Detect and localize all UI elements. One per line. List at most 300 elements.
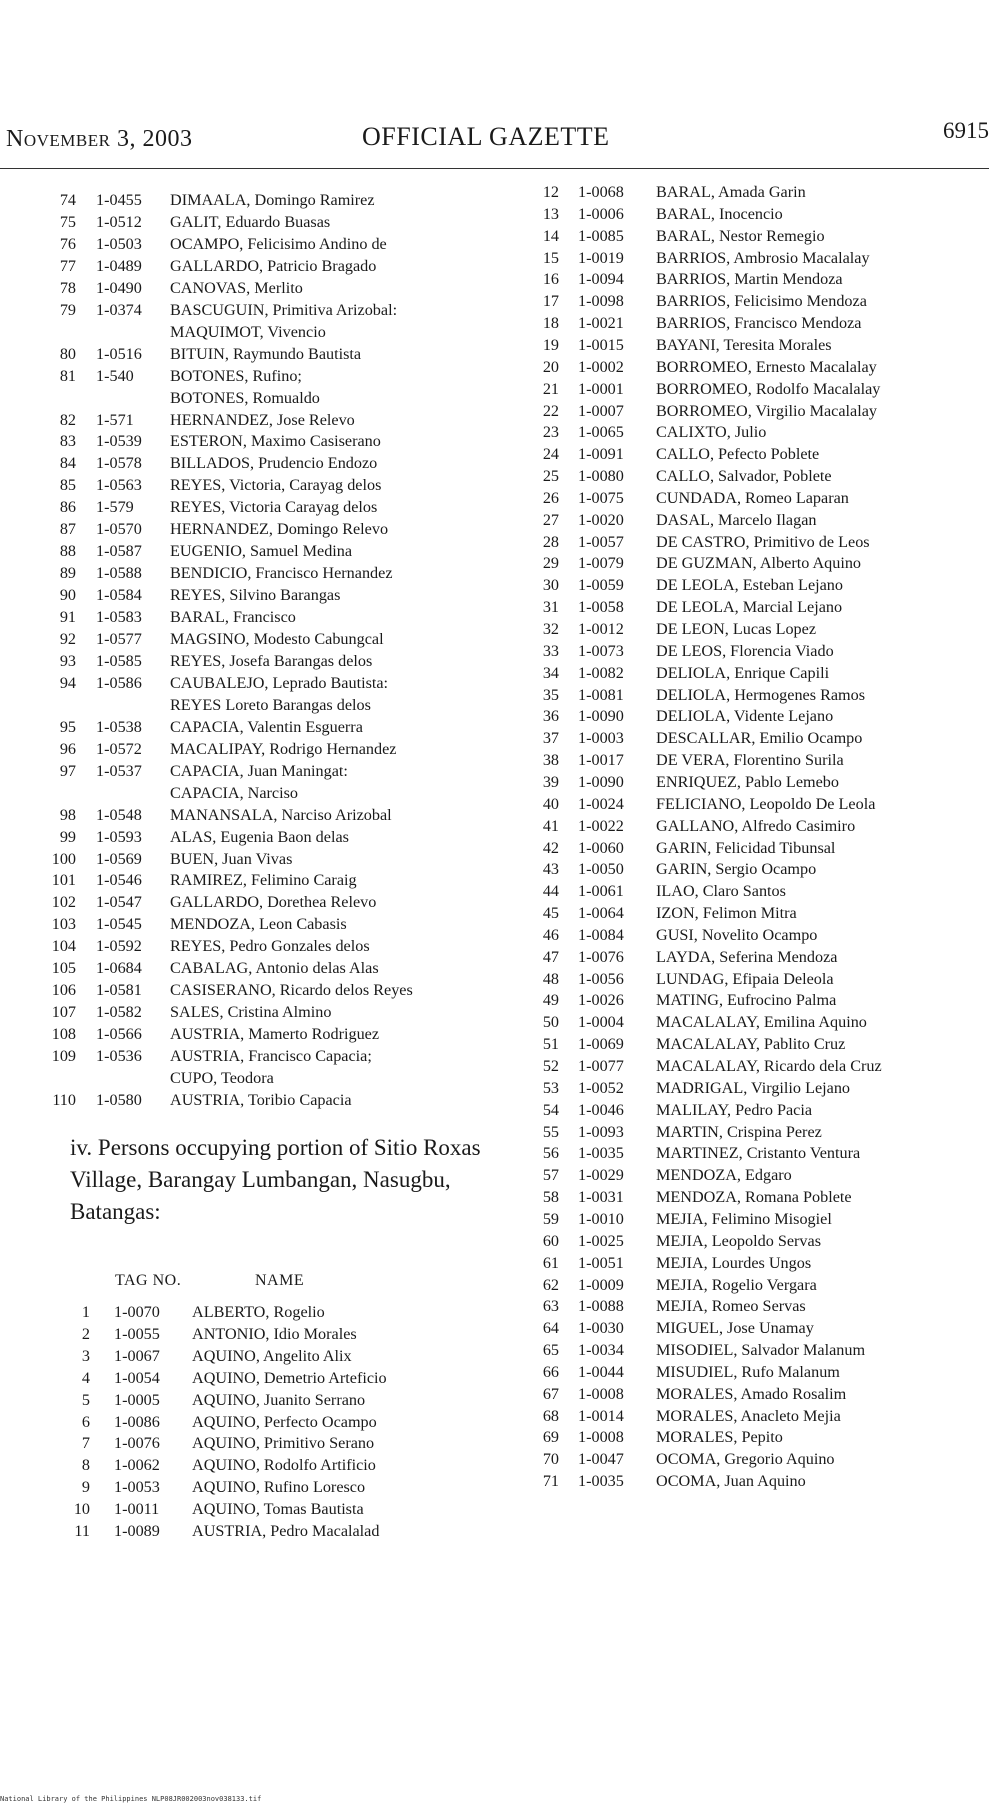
list-item	[0, 1520, 989, 1542]
entry-number: 60	[542, 1231, 559, 1250]
entry-number: 75	[59, 212, 76, 231]
entry-number: 95	[59, 717, 76, 736]
person-name: AQUINO, Rufino Loresco	[192, 1478, 366, 1497]
list-item	[0, 1230, 989, 1252]
list-item	[0, 1164, 989, 1186]
tag-number: 1-0060	[578, 838, 624, 857]
person-name: OCAMPO, Felicisimo Andino de	[170, 234, 387, 253]
person-name: CANOVAS, Merlito	[170, 278, 303, 297]
person-name: REYES, Victoria Carayag delos	[170, 498, 378, 517]
tag-number: 1-0570	[96, 520, 142, 539]
tag-number: 1-0022	[578, 816, 624, 835]
page-number: 6915	[943, 118, 989, 143]
list-item	[0, 684, 989, 706]
list-item	[0, 924, 989, 946]
person-name: DE CASTRO, Primitivo de Leos	[656, 532, 870, 551]
person-name: MEJIA, Leopoldo Servas	[656, 1231, 821, 1250]
entry-number: 104	[51, 937, 76, 956]
tag-number: 1-0006	[578, 204, 624, 223]
entry-number: 25	[542, 467, 559, 486]
person-name: CUPO, Teodora	[170, 1069, 274, 1087]
person-name: GARIN, Sergio Ocampo	[656, 860, 817, 879]
person-name: AQUINO, Demetrio Arteficio	[192, 1368, 387, 1387]
entry-number: 35	[542, 685, 559, 704]
entry-number: 12	[542, 183, 559, 201]
entry-number: 34	[542, 663, 559, 682]
person-name: BARRIOS, Felicisimo Mendoza	[656, 292, 867, 311]
person-name: MENDOZA, Romana Poblete	[656, 1188, 852, 1207]
tag-number: 1-0582	[96, 1003, 142, 1022]
list-item	[0, 968, 989, 990]
list-item	[0, 181, 989, 203]
list-item	[0, 946, 989, 968]
person-name: BORROMEO, Virgilio Macalalay	[656, 401, 877, 420]
person-name: RAMIREZ, Felimino Caraig	[170, 871, 357, 890]
person-name: BENDICIO, Francisco Hernandez	[170, 564, 393, 583]
person-name: AQUINO, Juanito Serrano	[192, 1390, 366, 1409]
list-item	[0, 552, 989, 574]
entry-number: 7	[81, 1434, 90, 1453]
person-name: CASISERANO, Ricardo delos Reyes	[170, 981, 413, 1000]
tag-number: 1-0059	[578, 576, 624, 595]
list-item	[0, 268, 989, 290]
person-name: BARRIOS, Martin Mendoza	[656, 270, 843, 289]
entry-number: 58	[542, 1188, 559, 1207]
entry-number: 21	[542, 379, 559, 398]
tag-number: 1-0075	[578, 488, 624, 507]
tag-number: 1-579	[96, 498, 134, 517]
person-name: DE GUZMAN, Alberto Aquino	[656, 554, 862, 573]
entry-number: 67	[542, 1384, 559, 1403]
entry-number: 4	[81, 1368, 90, 1387]
tag-number: 1-0081	[578, 685, 624, 704]
list-item	[0, 1033, 989, 1055]
list-item	[0, 705, 989, 727]
tag-number: 1-0089	[114, 1522, 160, 1540]
tag-number: 1-0055	[114, 1324, 160, 1343]
header-date: November 3, 2003	[6, 126, 193, 152]
person-name: MORALES, Anacleto Mejia	[656, 1406, 841, 1425]
list-item	[0, 858, 989, 880]
entry-number: 8	[81, 1456, 90, 1475]
list-item	[0, 989, 989, 1011]
tag-number: 1-0046	[578, 1100, 624, 1119]
tag-number: 1-0512	[96, 212, 142, 231]
person-name: CUNDADA, Romeo Laparan	[656, 488, 849, 507]
tag-number: 1-0094	[578, 270, 624, 289]
person-name: BARAL, Nestor Remegio	[656, 226, 825, 245]
person-name: REYES, Josefa Barangas delos	[170, 651, 373, 670]
person-name: EUGENIO, Samuel Medina	[170, 542, 353, 561]
person-name: MACALALAY, Emilina Aquino	[656, 1013, 867, 1032]
person-name: CAPACIA, Valentin Esguerra	[170, 717, 363, 736]
entry-number: 38	[542, 751, 559, 770]
person-name: REYES Loreto Barangas delos	[170, 695, 371, 714]
list-item	[0, 443, 989, 465]
person-name: AQUINO, Angelito Alix	[192, 1346, 352, 1365]
tag-number: 1-0593	[96, 827, 142, 846]
list-item	[0, 596, 989, 618]
tag-number: 1-0050	[578, 860, 624, 879]
entry-number: 27	[542, 510, 559, 529]
tag-number: 1-0684	[96, 959, 142, 978]
tag-number: 1-0053	[114, 1478, 160, 1497]
person-name: CAPACIA, Narciso	[170, 783, 299, 802]
entry-number: 45	[542, 904, 559, 923]
tag-number: 1-540	[96, 366, 134, 385]
tag-number: 1-0009	[578, 1275, 624, 1294]
entry-number: 81	[59, 366, 76, 385]
tag-number: 1-0578	[96, 454, 142, 473]
person-name: CALIXTO, Julio	[656, 423, 767, 442]
list-item	[0, 487, 989, 509]
list-item	[0, 837, 989, 859]
entry-number: 23	[542, 423, 559, 442]
list-item	[0, 203, 989, 225]
tag-number: 1-0085	[578, 226, 624, 245]
tag-number: 1-0503	[96, 234, 142, 253]
tag-number: 1-0539	[96, 432, 142, 451]
list-item	[0, 421, 989, 443]
person-name: BARAL, Francisco	[170, 608, 296, 627]
tag-number: 1-0024	[578, 794, 624, 813]
list-item	[0, 1448, 989, 1470]
person-name: MIGUEL, Jose Unamay	[656, 1319, 814, 1338]
entry-number: 26	[542, 488, 559, 507]
entry-number: 99	[59, 827, 76, 846]
entry-number: 62	[542, 1275, 559, 1294]
tag-number: 1-0569	[96, 849, 142, 868]
tag-number: 1-0091	[578, 445, 624, 464]
person-name: LAYDA, Seferina Mendoza	[656, 947, 838, 966]
list-item	[0, 749, 989, 771]
entry-number: 22	[542, 401, 559, 420]
tag-number: 1-0538	[96, 717, 142, 736]
list-item	[0, 815, 989, 837]
person-name: LUNDAG, Efipaia Deleola	[656, 969, 834, 988]
tag-number: 1-0546	[96, 871, 142, 890]
person-name: ANTONIO, Idio Morales	[192, 1324, 357, 1343]
tag-number: 1-0489	[96, 256, 142, 275]
entry-number: 100	[51, 849, 76, 868]
entry-number: 101	[51, 871, 76, 890]
entry-number: 76	[59, 234, 76, 253]
entry-number: 16	[542, 270, 559, 289]
tag-number: 1-0585	[96, 651, 142, 670]
person-name: CALLO, Pefecto Poblete	[656, 445, 820, 464]
tag-number: 1-0090	[578, 707, 624, 726]
tag-number: 1-0044	[578, 1362, 624, 1381]
entry-number: 93	[59, 651, 76, 670]
tag-number: 1-0035	[578, 1144, 624, 1163]
page-header	[0, 118, 989, 158]
list-item	[0, 378, 989, 400]
person-name: BASCUGUIN, Primitiva Arizobal:	[170, 300, 398, 319]
entry-number: 57	[542, 1166, 559, 1185]
tag-number: 1-0005	[114, 1390, 160, 1409]
list-item	[0, 290, 989, 312]
entry-number: 28	[542, 532, 559, 551]
tag-number: 1-0015	[578, 335, 624, 354]
list-item	[0, 1295, 989, 1317]
name-column-header: NAME	[255, 1272, 305, 1289]
person-name: MACALALAY, Pablito Cruz	[656, 1035, 846, 1054]
person-name: DE LEOLA, Marcial Lejano	[656, 598, 843, 617]
entry-number: 51	[542, 1035, 559, 1054]
person-name: CABALAG, Antonio delas Alas	[170, 959, 379, 978]
list-item	[0, 1361, 989, 1383]
person-name: DE LEOS, Florencia Viado	[656, 641, 834, 660]
entry-number: 52	[542, 1057, 559, 1075]
person-name: BARRIOS, Francisco Mendoza	[656, 314, 862, 333]
entry-number: 47	[542, 947, 559, 966]
person-name: OCOMA, Gregorio Aquino	[656, 1450, 835, 1469]
person-name: CAPACIA, Juan Maningat:	[170, 761, 348, 780]
list-item	[0, 727, 989, 749]
entry-number: 102	[51, 893, 76, 912]
person-name: DE LEON, Lucas Lopez	[656, 620, 817, 638]
entry-number: 46	[542, 925, 559, 944]
tag-number: 1-0536	[96, 1047, 142, 1066]
tag-number: 1-0052	[578, 1078, 624, 1097]
person-name: DE LEOLA, Esteban Lejano	[656, 576, 843, 595]
entry-number: 106	[51, 981, 76, 1000]
tag-number: 1-0031	[578, 1188, 624, 1207]
person-name: MALILAY, Pedro Pacia	[656, 1100, 813, 1119]
list-item	[0, 1208, 989, 1230]
tag-number: 1-0004	[578, 1013, 624, 1032]
person-name: BARRIOS, Ambrosio Macalalay	[656, 248, 870, 267]
entry-number: 42	[542, 838, 559, 857]
entry-number: 24	[542, 445, 559, 464]
person-name: ALAS, Eugenia Baon delas	[170, 827, 349, 846]
tag-number: 1-0548	[96, 805, 142, 824]
person-name: SALES, Cristina Almino	[170, 1003, 332, 1022]
person-name: AQUINO, Rodolfo Artificio	[192, 1456, 376, 1475]
person-name: BUEN, Juan Vivas	[170, 849, 293, 868]
tag-number: 1-0030	[578, 1319, 624, 1338]
entry-number: 105	[51, 959, 76, 978]
entry-number: 108	[51, 1025, 76, 1044]
person-name: MENDOZA, Edgaro	[656, 1166, 792, 1185]
entry-number: 77	[59, 256, 76, 275]
tag-number: 1-0090	[578, 772, 624, 791]
list-item	[0, 1426, 989, 1448]
entry-number: 110	[52, 1090, 76, 1109]
person-name: BORROMEO, Ernesto Macalalay	[656, 357, 877, 376]
list-item	[0, 247, 989, 269]
person-name: GALIT, Eduardo Buasas	[170, 212, 331, 231]
entry-number: 40	[542, 794, 559, 813]
entry-number: 61	[542, 1253, 559, 1272]
list-item	[0, 618, 989, 640]
tag-number: 1-0080	[578, 467, 624, 486]
tag-number: 1-0583	[96, 608, 142, 627]
entry-number: 90	[59, 586, 76, 605]
person-name: ENRIQUEZ, Pablo Lemebo	[656, 772, 839, 791]
person-name: MACALIPAY, Rodrigo Hernandez	[170, 739, 397, 758]
entry-number: 83	[59, 432, 76, 451]
header-rule	[0, 168, 989, 169]
tag-number: 1-0070	[114, 1303, 160, 1321]
entry-number: 79	[59, 300, 76, 319]
list-item	[0, 356, 989, 378]
tag-number: 1-0064	[578, 904, 624, 923]
entry-number: 65	[542, 1341, 559, 1360]
person-name: BAYANI, Teresita Morales	[656, 335, 832, 354]
person-name: GUSI, Novelito Ocampo	[656, 925, 818, 944]
tag-number: 1-0035	[578, 1472, 624, 1491]
entry-number: 13	[542, 204, 559, 223]
list-item	[0, 1055, 989, 1077]
entry-number: 39	[542, 772, 559, 791]
tag-number: 1-0067	[114, 1346, 160, 1365]
tag-number: 1-0008	[578, 1384, 624, 1403]
tag-number: 1-0068	[578, 183, 624, 201]
tag-number: 1-0586	[96, 673, 142, 692]
list-item	[0, 509, 989, 531]
tag-number: 1-0061	[578, 882, 624, 901]
list-item	[0, 1121, 989, 1143]
tag-number: 1-0057	[578, 532, 624, 551]
person-name: MATING, Eufrocino Palma	[656, 991, 837, 1010]
person-name: BITUIN, Raymundo Bautista	[170, 344, 362, 363]
tag-number: 1-0001	[578, 379, 624, 398]
tag-number: 1-0002	[578, 357, 624, 376]
person-name: AUSTRIA, Pedro Macalalad	[192, 1522, 380, 1540]
tag-number: 1-0047	[578, 1450, 624, 1469]
list-item	[0, 400, 989, 422]
tag-number: 1-0084	[578, 925, 624, 944]
entry-number: 9	[81, 1478, 90, 1497]
list-item	[0, 1317, 989, 1339]
list-item	[0, 1383, 989, 1405]
list-item	[0, 1011, 989, 1033]
person-name: DELIOLA, Enrique Capili	[656, 663, 830, 682]
entry-number: 14	[542, 226, 559, 245]
person-name: MAQUIMOT, Vivencio	[170, 322, 326, 341]
list-item	[0, 1186, 989, 1208]
person-name: MEJIA, Rogelio Vergara	[656, 1275, 817, 1294]
person-name: MEJIA, Romeo Servas	[656, 1297, 806, 1316]
person-name: MORALES, Amado Rosalim	[656, 1384, 847, 1403]
list-item	[0, 1405, 989, 1427]
entry-number: 64	[542, 1319, 559, 1338]
tag-number: 1-0588	[96, 564, 142, 583]
person-name: AQUINO, Primitivo Serano	[192, 1434, 375, 1453]
tag-number: 1-0545	[96, 915, 142, 934]
entry-number: 91	[59, 608, 76, 627]
entry-number: 89	[59, 564, 76, 583]
entry-number: 82	[59, 410, 76, 429]
entry-number: 107	[51, 1003, 76, 1022]
tag-number: 1-0098	[578, 292, 624, 311]
person-name: BARAL, Amada Garin	[656, 183, 806, 201]
entry-number: 1	[81, 1303, 90, 1321]
tag-number: 1-0017	[578, 751, 624, 770]
list-item	[0, 574, 989, 596]
person-name: MACALALAY, Ricardo dela Cruz	[656, 1057, 882, 1075]
tag-number: 1-0034	[578, 1341, 624, 1360]
person-name: HERNANDEZ, Jose Relevo	[170, 410, 355, 429]
list-item	[0, 793, 989, 815]
tag-number: 1-0537	[96, 761, 142, 780]
tag-number: 1-0587	[96, 542, 142, 561]
tag-number: 1-0581	[96, 981, 142, 1000]
person-name: BORROMEO, Rodolfo Macalalay	[656, 379, 881, 398]
tag-number: 1-0077	[578, 1057, 624, 1075]
entry-number: 80	[59, 344, 76, 363]
person-name: REYES, Silvino Barangas	[170, 586, 341, 605]
tag-number: 1-0073	[578, 641, 624, 660]
section-heading: iv. Persons occupying portion of Sitio Roxas Village, Barangay Lumbangan, Nasugbu, Batangas:	[70, 1135, 481, 1224]
entry-number: 19	[542, 335, 559, 354]
list-item	[0, 531, 989, 553]
person-name: ALBERTO, Rogelio	[192, 1303, 325, 1321]
tag-no-column-header: TAG NO.	[115, 1272, 182, 1289]
person-name: MARTINEZ, Cristanto Ventura	[656, 1144, 861, 1163]
tag-number: 1-0374	[96, 300, 142, 319]
entry-number: 53	[542, 1078, 559, 1097]
tag-number: 1-0012	[578, 620, 624, 638]
entry-number: 70	[542, 1450, 559, 1469]
tag-number: 1-0062	[114, 1456, 160, 1475]
person-name: BOTONES, Rufino;	[170, 366, 302, 385]
tag-number: 1-0054	[114, 1368, 160, 1387]
list-item	[0, 880, 989, 902]
entry-number: 41	[542, 816, 559, 835]
scan-footer: National Library of the Philippines NLP08JR002003nov038133.tif	[0, 1795, 262, 1803]
person-name: MARTIN, Crispina Perez	[656, 1122, 822, 1141]
entry-number: 87	[59, 520, 76, 539]
entry-number: 33	[542, 641, 559, 660]
list-item	[0, 1099, 989, 1121]
tag-number: 1-0490	[96, 278, 142, 297]
person-name: BOTONES, Romualdo	[170, 388, 320, 407]
person-name: BARAL, Inocencio	[656, 204, 783, 223]
person-name: OCOMA, Juan Aquino	[656, 1472, 806, 1491]
person-name: AQUINO, Perfecto Ocampo	[192, 1412, 377, 1431]
entry-number: 29	[542, 554, 559, 573]
tag-number: 1-0025	[578, 1231, 624, 1250]
tag-number: 1-0008	[578, 1428, 624, 1447]
person-name: CAUBALEJO, Leprado Bautista:	[170, 673, 389, 692]
tag-number: 1-0082	[578, 663, 624, 682]
person-name: IZON, Felimon Mitra	[656, 904, 797, 923]
person-name: AUSTRIA, Mamerto Rodriguez	[170, 1025, 380, 1044]
entry-number: 43	[542, 860, 559, 879]
list-item	[0, 1339, 989, 1361]
entry-number: 66	[542, 1362, 559, 1381]
tag-number: 1-0086	[114, 1412, 160, 1431]
person-name: DELIOLA, Hermogenes Ramos	[656, 685, 866, 704]
tag-number: 1-0020	[578, 510, 624, 529]
tag-number: 1-0069	[578, 1035, 624, 1054]
person-name: ESTERON, Maximo Casiserano	[170, 432, 381, 451]
entry-number: 15	[542, 248, 559, 267]
entry-number: 36	[542, 707, 559, 726]
entry-number: 11	[74, 1522, 90, 1540]
person-name: AQUINO, Tomas Bautista	[192, 1500, 364, 1519]
entry-number: 3	[81, 1346, 90, 1365]
tag-number: 1-0572	[96, 739, 142, 758]
list-item	[0, 312, 989, 334]
tag-number: 1-0014	[578, 1406, 624, 1425]
tag-number: 1-0007	[578, 401, 624, 420]
person-name: HERNANDEZ, Domingo Relevo	[170, 520, 389, 539]
entry-number: 103	[51, 915, 76, 934]
person-name: GALLARDO, Patricio Bragado	[170, 256, 377, 275]
